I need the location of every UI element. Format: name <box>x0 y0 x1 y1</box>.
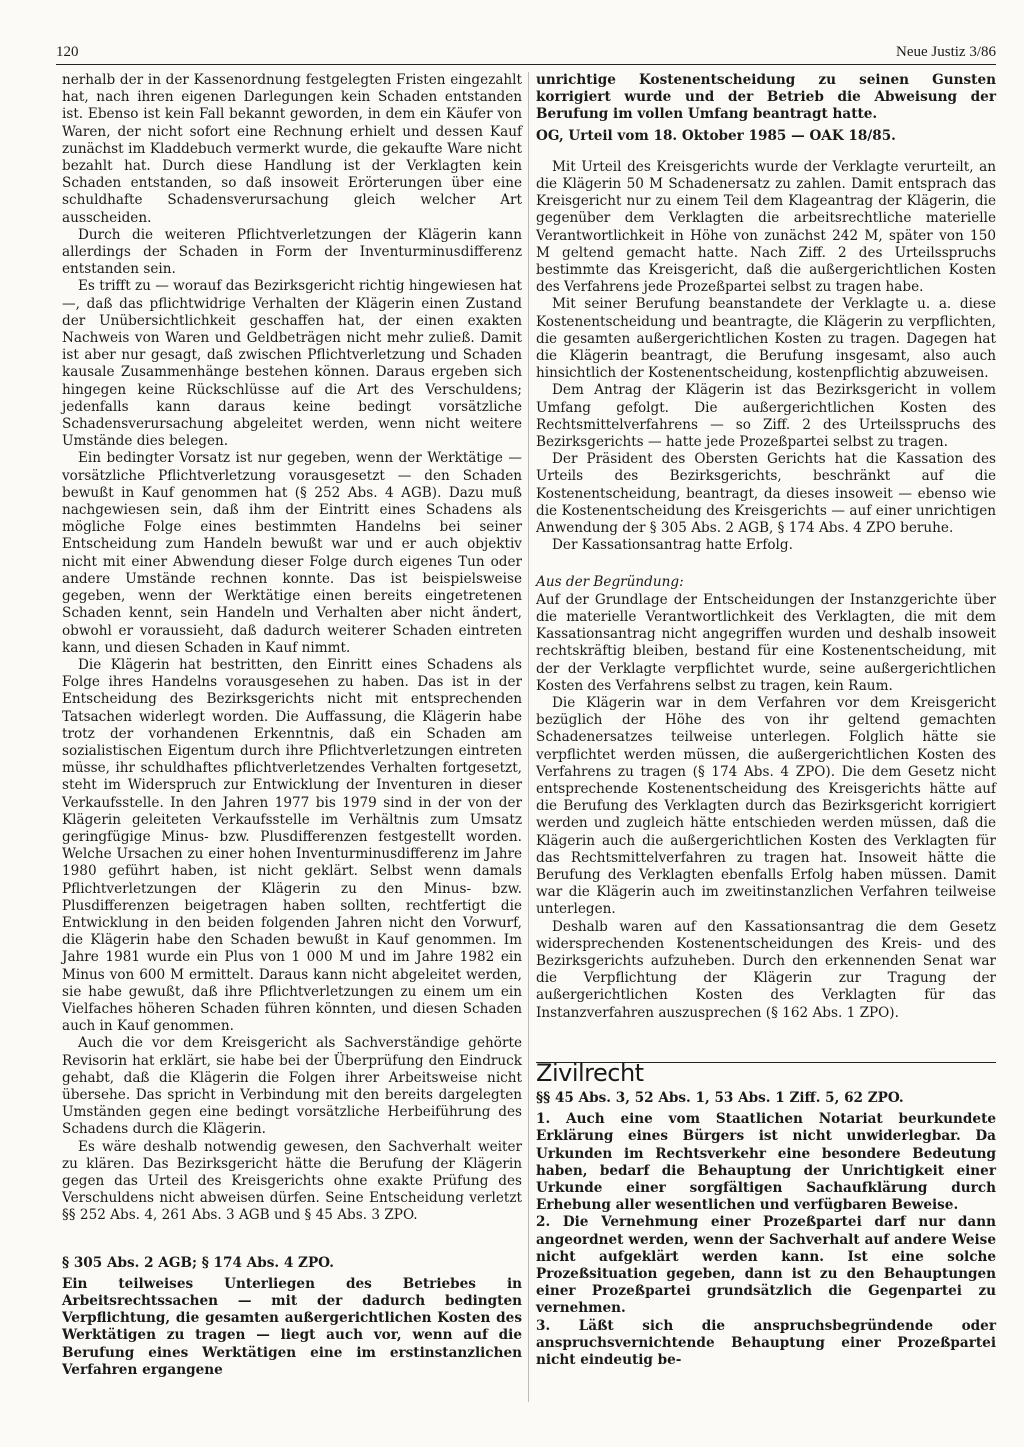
paragraph: Die Klägerin war in dem Verfahren vor dem Kreisgericht bezüglich der Höhe des von ihr geltend gemachten Schadenersatzes teilweise unterlegen. Folglich hätte sie verpflichtet werden müssen, die außergerichtlichen Kosten des Verfahrens zu tragen (§ 174 Abs. 4 ZPO). Die dem Gesetz nicht entsprechende Kostenentscheidung des Kreisgerichts hätte auf die Berufung des Verklagten durch das Bezirksgericht korrigiert werden und zugleich hätte entschieden werden müssen, daß die Klägerin auch die außergerichtlichen Kosten des Verklagten für das Rechtsmittelverfahren zu tragen hat. Insoweit hätte die Berufung des Verklagten ebenfalls Erfolg haben müssen. Damit war die Klägerin auch im zweitinstanzlichen Verfahren teilweise unterlegen. <box>536 694 996 918</box>
page-header <box>56 42 996 65</box>
headnote-continued <box>536 72 996 124</box>
column-divider <box>528 72 529 1402</box>
paragraph: nerhalb der in der Kassenordnung festgelegten Fristen eingezahlt hat, nach ihren eigenen Darlegungen kein Schaden entstanden ist. Ebenso ist kein Fall bekannt geworden, in dem ein Käufer von Waren, der nicht sofort eine Rechnung erhielt und dessen Kauf zunächst im Kladdebuch vermerkt wurde, die gekaufte Ware nicht bezahlt hat. Durch diese Handlung ist der Verklagten kein Schaden entstanden, so daß insoweit Erörterungen über eine schuldhafte Schadensverursachung gleich welcher Art ausscheiden. <box>62 72 522 226</box>
paragraph: Der Präsident des Obersten Gerichts hat die Kassation des Urteils des Bezirksgerichts, beschränkt auf die Kostenentscheidung, beantragt, da dieses insoweit — ebenso wie die Kostenentscheidung des Kreisgerichts — auf einer unrichtigen Anwendung der § 305 Abs. 2 AGB, § 174 Abs. 4 ZPO beruhe. <box>536 451 996 537</box>
paragraph: Durch die weiteren Pflichtverletzungen der Klägerin kann allerdings der Schaden in Form der Inventurminusdifferenz entstanden sein. <box>62 226 522 278</box>
law-reference: § 305 Abs. 2 AGB; § 174 Abs. 4 ZPO. <box>62 1254 334 1271</box>
headnote-text: unrichtige Kostenentscheidung zu seinen Gunsten korrigiert wurde und der Betrieb die Abweisung der Berufung im vollen Umfang beantragt hatte. <box>536 72 996 123</box>
headnote <box>62 1276 522 1379</box>
headnote-item: 2. Die Vernehmung einer Prozeßpartei darf nur dann angeordnet werden, wenn der Sachverhalt auf andere Weise nicht aufgeklärt werden kann. Ist eine solche Prozeßsituation gegeben, dann ist zu den Behauptungen einer Prozeßpartei grundsätzlich die Gegenpartei zu vernehmen. <box>536 1214 996 1317</box>
paragraph: Mit seiner Berufung beanstandete der Verklagte u. a. diese Kostenentscheidung und beantragte, die Klägerin zu verpflichten, die gesamten außergerichtlichen Kosten zu tragen. Dagegen hat die Klägerin beantragt, die Berufung insgesamt, also auch hinsichtlich der Kostenentscheidung, kostenpflichtig abzuweisen. <box>536 296 996 382</box>
headnote-item: 3. Läßt sich die anspruchsbegründende oder anspruchsvernichtende Behauptung einer Prozeßpartei nicht eindeutig be- <box>536 1317 996 1369</box>
paragraph: Die Klägerin hat bestritten, den Einritt eines Schadens als Folge ihres Handelns vorausgesehen zu haben. Das ist in der Entscheidung des Bezirksgerichts nicht mit entsprechenden Tatsachen widerlegt worden. Die Auffassung, die Klägerin habe trotz der vorhandenen Erkenntnis, daß ein Schaden am sozialistischen Eigentum durch ihre Pflichtverletzungen eintreten müsse, ihr schuldhaftes pflichtverletzendes Verhalten fortgesetzt, steht im Widerspruch zur Entwicklung der Inventuren in dieser Verkaufsstelle. In den Jahren 1977 bis 1979 sind in der von der Klägerin geleiteten Verkaufsstelle im Verhältnis zum Umsatz geringfügige Minus- bzw. Plusdifferenzen festgestellt worden. Welche Ursachen zu einer hohen Inventurminusdifferenz im Jahre 1980 geführt haben, ist nicht geklärt. Selbst wenn damals Pflichtverletzungen der Klägerin zu den Minus- bzw. Plusdifferenzen beigetragen haben sollten, rechtfertigt die Entwicklung in den beiden folgenden Jahren nicht den Vorwurf, die Klägerin habe den Schaden bewußt in Kauf genommen. Im Jahre 1981 wurde ein Plus von 1 000 M und im Jahre 1982 ein Minus von 600 M ermittelt. Daraus kann nicht abgeleitet werden, sie habe gewußt, daß ihre Pflichtverletzungen zu einem um ein Vielfaches höheren Schaden führen könnten, und diesen Schaden auch in Kauf genommen. <box>62 656 522 1035</box>
paragraph: Es trifft zu — worauf das Bezirksgericht richtig hingewiesen hat —, daß das pflichtwidrige Verhalten der Klägerin einen Zustand der Unübersichtlichkeit geschaffen hat, der einen exakten Nachweis von Waren und Geldbeträgen nicht mehr zuließ. Damit ist aber nur gesagt, daß zwischen Pflichtverletzung und Schaden kausale Zusammenhänge bestehen können. Daraus ergeben sich hingegen keine Rückschlüsse auf die Art des Verschuldens; jedenfalls kann daraus keine bedingt vorsätzliche Schadensverursachung abgeleitet werden, wenn nicht weitere Umstände dies belegen. <box>62 278 522 450</box>
paragraph: Dem Antrag der Klägerin ist das Bezirksgericht in vollem Umfang gefolgt. Die außergerichtlichen Kosten des Rechtsmittelverfahrens — so Ziff. 2 des Urteilsspruchs des Bezirksgerichts — hatte jede Prozeßpartei selbst zu tragen. <box>536 382 996 451</box>
paragraph: Deshalb waren auf den Kassationsantrag die dem Gesetz widersprechenden Kostenentscheidungen des Kreis- und des Bezirksgerichts aufzuheben. Durch den erkennenden Senat war die Verpflichtung der Klägerin zur Tragung der außergerichtlichen Kosten des Verklagten für das Instanzverfahren auszusprechen (§ 162 Abs. 1 ZPO). <box>536 918 996 1021</box>
right-column <box>536 72 996 1369</box>
headnote-text: Ein teilweises Unterliegen des Betriebes in Arbeitsrechtssachen — mit der dadurch bedingten Verpflichtung, die gesamten außergerichtlichen Kosten des Werktätigen zu tragen — liegt auch vor, wenn auf die Berufung eines Werktätigen eine im erstinstanzlichen Verfahren ergangene <box>62 1275 522 1378</box>
headnotes <box>536 1111 996 1369</box>
journal-title: Neue Justiz 3/86 <box>896 44 996 60</box>
paragraph: Auch die vor dem Kreisgericht als Sachverständige gehörte Revisorin hat erklärt, sie habe bei der Überprüfung den Eindruck gehabt, daß die Klägerin die Folgen ihrer Arbeitsweise nicht übersehe. Das spricht in Verbindung mit den bereits dargelegten Umständen gegen eine bedingt vorsätzliche Herbeiführung des Schadens durch die Klägerin. <box>62 1035 522 1138</box>
paragraph: Der Kassationsantrag hatte Erfolg. <box>552 537 793 554</box>
paragraph: Es wäre deshalb notwendig gewesen, den Sachverhalt weiter zu klären. Das Bezirksgericht hätte die Berufung der Klägerin gegen das Urteil des Kreisgerichts ohne exakte Prüfung des Verschuldens nicht abweisen dürfen. Seine Entscheidung verletzt §§ 252 Abs. 4, 261 Abs. 3 AGB und § 45 Abs. 3 ZPO. <box>62 1138 522 1224</box>
court-ruling: OG, Urteil vom 18. Oktober 1985 — OAK 18/85. <box>536 127 896 144</box>
reasons-heading: Aus der Begründung: <box>536 574 684 591</box>
section-title: Zivilrecht <box>536 1062 996 1082</box>
law-reference: §§ 45 Abs. 3, 52 Abs. 1, 53 Abs. 1 Ziff. 5, 62 ZPO. <box>536 1089 904 1106</box>
paragraph: Mit Urteil des Kreisgerichts wurde der Verklagte verurteilt, an die Klägerin 50 M Schadenersatz zu zahlen. Damit entsprach das Kreisgericht nur zu einem Teil dem Klageantrag der Klägerin, die gegenüber dem Verklagten die arbeitsrechtliche materielle Verantwortlichkeit in Höhe von zunächst 242 M, später von 150 M geltend gemacht hatte. Nach Ziff. 2 des Urteilsspruchs bestimmte das Kreisgericht, daß die außergerichtlichen Kosten des Verfahrens jede Prozeßpartei selbst zu tragen habe. <box>536 158 996 296</box>
headnote-item: 1. Auch eine vom Staatlichen Notariat beurkundete Erklärung eines Bürgers ist nicht unwiderlegbar. Da Urkunden im Rechtsverkehr eine besondere Bedeutung haben, bedarf die Behauptung der Unrichtigkeit einer Urkunde einer sorgfältigen Sachaufklärung durch Erhebung aller wesentlichen und verfügbaren Beweise. <box>536 1111 996 1214</box>
page-number: 120 <box>56 44 79 60</box>
left-column <box>62 72 522 1379</box>
paragraph: Auf der Grundlage der Entscheidungen der Instanzgerichte über die materielle Verantwortlichkeit des Verklagten, die mit dem Kassationsantrag nicht angegriffen wurden und deshalb insoweit rechtskräftig bleiben, bestand für eine Kostenentscheidung, mit der der Verklagte verpflichtet wurde, seine außergerichtlichen Kosten des Verfahrens selbst zu tragen, kein Raum. <box>536 591 996 694</box>
paragraph: Ein bedingter Vorsatz ist nur gegeben, wenn der Werktätige — vorsätzliche Pflichtverletzung vorausgesetzt — den Schaden bewußt in Kauf genommen hat (§ 252 Abs. 4 AGB). Dazu muß nachgewiesen sein, daß ihm der Eintritt eines Schadens als mögliche Folge eines bestimmten Handelns bei seiner Entscheidung zum Handeln bewußt war und er auch objektiv nicht mit einer Abwendung dieser Folge durch eigenes Tun oder andere Umstände rechnen konnte. Das ist beispielsweise gegeben, wenn der Werktätige einen bereits eingetretenen Schaden kennt, sein Handeln und Verhalten aber nicht ändert, obwohl er voraussieht, daß dadurch weiterer Schaden eintreten kann, und diesen Schaden in Kauf nimmt. <box>62 450 522 656</box>
